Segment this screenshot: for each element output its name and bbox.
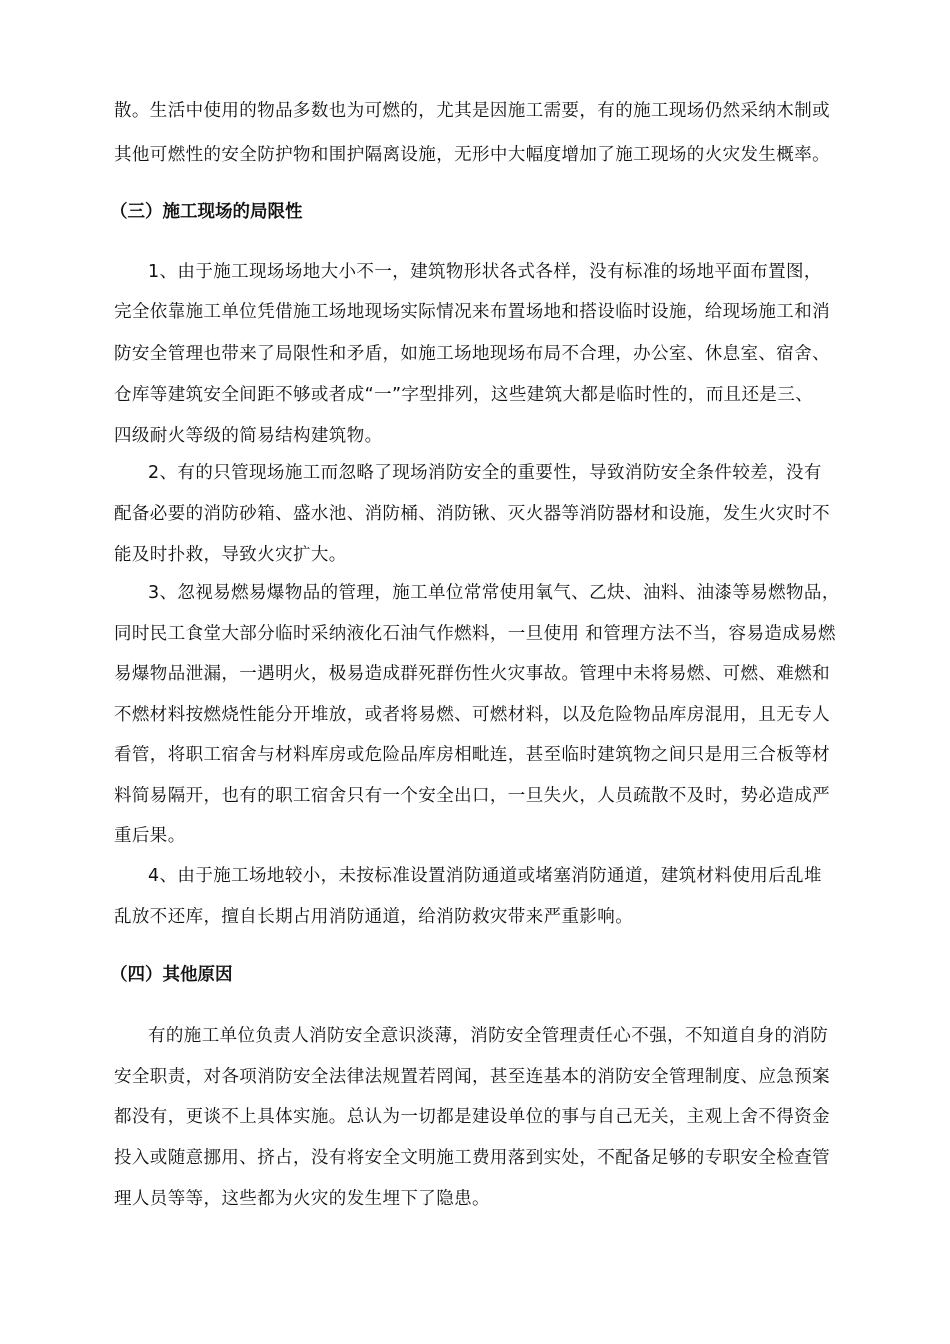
section-heading: （四）其他原因: [110, 965, 233, 985]
paragraph-line: 重后果。: [114, 826, 186, 846]
paragraph-line: 不燃材料按燃烧性能分开堆放，或者将易燃、可燃材料，以及危险物品库房混用，且无专人: [114, 705, 830, 725]
paragraph-line: 其他可燃性的安全防护物和围护隔离设施，无形中大幅度增加了施工现场的火灾发生概率。: [114, 145, 830, 165]
paragraph-line: 四级耐火等级的简易结构建筑物。: [114, 426, 383, 446]
paragraph-line: 1、由于施工现场场地大小不一，建筑物形状各式各样，没有标准的场地平面布置图，: [148, 262, 822, 282]
paragraph-line: 防安全管理也带来了局限性和矛盾，如施工场地现场布局不合理，办公室、休息室、宿舍、: [114, 344, 830, 364]
paragraph-line: 配备必要的消防砂箱、盛水池、消防桶、消防锹、灭火器等消防器材和设施，发生火灾时不: [114, 504, 830, 524]
paragraph-line: 乱放不还库，擅自长期占用消防通道，给消防救灾带来严重影响。: [114, 907, 634, 927]
paragraph-line: 投入或随意挪用、挤占，没有将安全文明施工费用落到实处，不配备足够的专职安全检查管: [114, 1148, 830, 1168]
paragraph-line: 仓库等建筑安全间距不够或者成“一”字型排列，这些建筑大都是临时性的，而且还是三、: [114, 385, 814, 405]
paragraph-line: 料简易隔开，也有的职工宿舍只有一个安全出口，一旦失火，人员疏散不及时，势必造成严: [114, 786, 830, 806]
paragraph-line: 安全职责，对各项消防安全法律法规置若罔闻，甚至连基本的消防安全管理制度、应急预案: [114, 1067, 830, 1087]
section-heading: （三）施工现场的局限性: [110, 202, 303, 222]
paragraph-line: 看管，将职工宿舍与材料库房或危险品库房相毗连，甚至临时建筑物之间只是用三合板等材: [114, 745, 830, 765]
paragraph-line: 都没有，更谈不上具体实施。总认为一切都是建设单位的事与自己无关，主观上舍不得资金: [114, 1107, 830, 1127]
paragraph-line: 3、忽视易燃易爆物品的管理，施工单位常常使用氧气、乙炔、油料、油漆等易燃物品，: [148, 583, 840, 603]
paragraph-line: 易爆物品泄漏，一遇明火，极易造成群死群伤性火灾事故。管理中未将易燃、可燃、难燃和: [114, 664, 830, 684]
paragraph-line: 散。生活中使用的物品多数也为可燃的，尤其是因施工需要，有的施工现场仍然采纳木制或: [114, 101, 830, 121]
paragraph-line: 4、由于施工场地较小，未按标准设置消防通道或堵塞消防通道，建筑材料使用后乱堆: [148, 866, 822, 886]
paragraph-line: 理人员等等，这些都为火灾的发生埋下了隐患。: [114, 1189, 490, 1209]
paragraph-line: 同时民工食堂大部分临时采纳液化石油气作燃料，一旦使用 和管理方法不当，容易造成易燃: [114, 624, 836, 644]
paragraph-line: 完全依靠施工单位凭借施工场地现场实际情况来布置场地和搭设临时设施，给现场施工和消: [114, 302, 830, 322]
paragraph-line: 有的施工单位负责人消防安全意识淡薄，消防安全管理责任心不强，不知道自身的消防: [148, 1026, 829, 1046]
paragraph-line: 能及时扑救，导致火灾扩大。: [114, 545, 347, 565]
paragraph-line: 2、有的只管现场施工而忽略了现场消防安全的重要性，导致消防安全条件较差，没有: [148, 463, 822, 483]
